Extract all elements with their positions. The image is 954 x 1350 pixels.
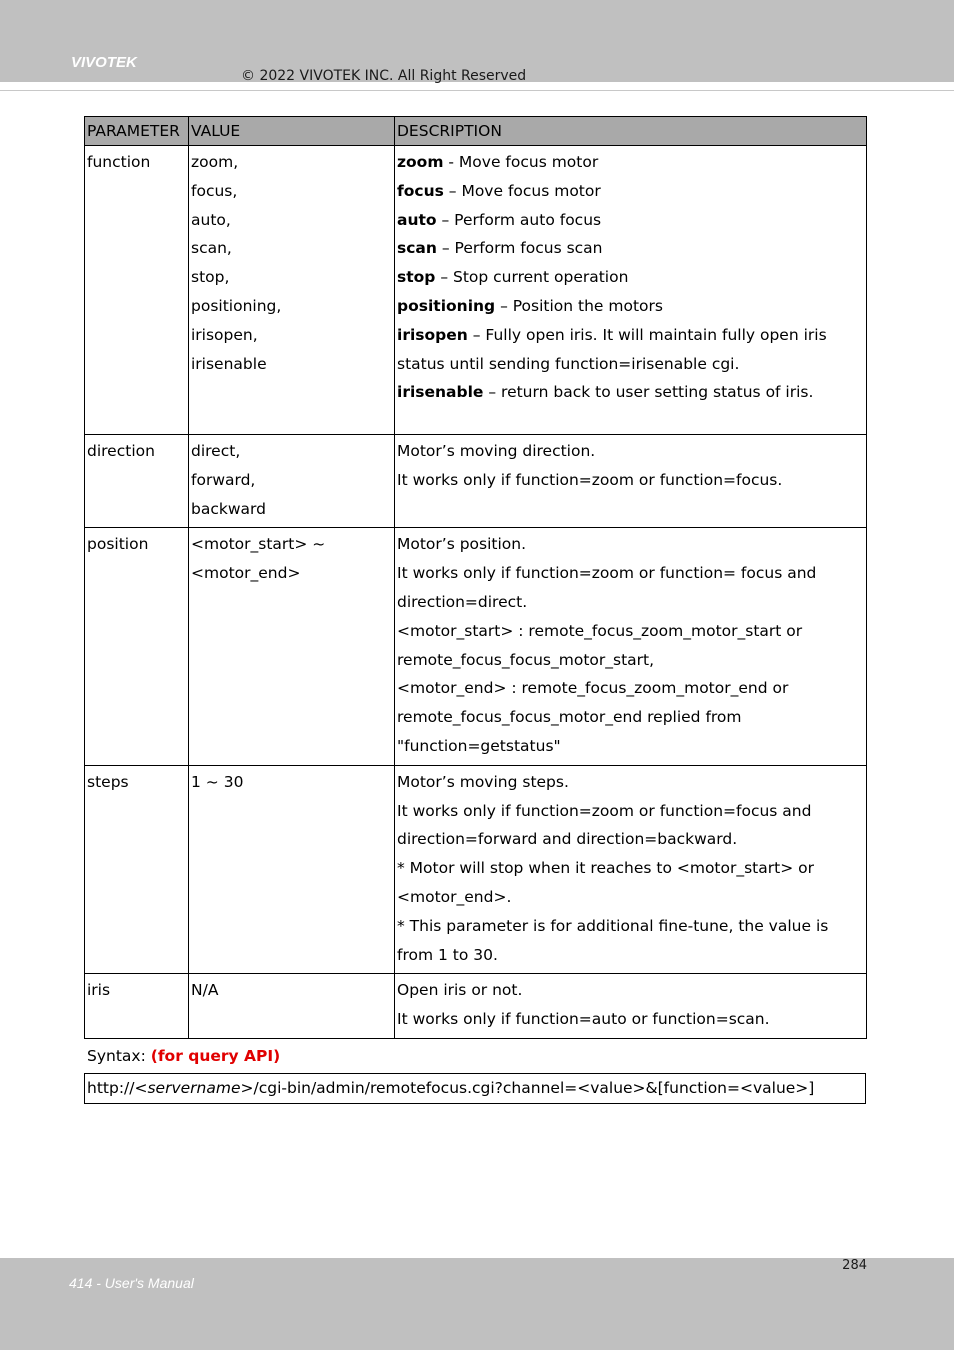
syntax-label: Syntax: xyxy=(87,1047,151,1065)
column-header-description: DESCRIPTION xyxy=(395,117,867,146)
function-description: – return back to user setting status of iris. xyxy=(483,383,814,402)
description-line: Motor’s position. xyxy=(397,535,527,554)
table-header-row xyxy=(85,117,867,146)
url-prefix: http://< xyxy=(87,1079,148,1097)
description-line: Motor’s moving steps. xyxy=(397,772,569,791)
function-description: – Move focus motor xyxy=(443,181,601,200)
value-item: irisenable xyxy=(191,354,267,373)
description-line: <motor_end> : remote_focus_zoom_motor_end or remote_focus_focus_motor_end replied from "function=getstatus" xyxy=(397,679,789,755)
description-line: It works only if function=auto or function=scan. xyxy=(397,1010,770,1029)
parameter-cell: iris xyxy=(85,974,189,1039)
syntax-highlight: (for query API) xyxy=(150,1047,281,1065)
description-line xyxy=(397,292,864,321)
value-item: backward xyxy=(191,499,266,518)
function-description: - Move focus motor xyxy=(443,153,599,171)
value-item: <motor_start> ~ xyxy=(191,535,326,554)
url-suffix: >/cgi-bin/admin/remotefocus.cgi?channel=<value>&[function=<value>] xyxy=(240,1079,815,1097)
description-line xyxy=(397,378,864,407)
description-line: <motor_start> : remote_focus_zoom_motor_start or remote_focus_focus_motor_start, xyxy=(397,621,803,669)
description-line: It works only if function=zoom or function= focus and direction=direct. xyxy=(397,564,817,611)
value-cell xyxy=(189,146,395,435)
function-description: – Perform focus scan xyxy=(436,239,603,258)
syntax-url-box xyxy=(84,1073,866,1104)
description-line xyxy=(397,234,864,263)
function-name: scan xyxy=(397,239,437,258)
syntax-heading xyxy=(87,1047,280,1065)
value-item: N/A xyxy=(191,981,219,1000)
value-item: irisopen, xyxy=(191,325,258,344)
description-cell xyxy=(395,974,867,1039)
value-item: scan, xyxy=(191,239,232,258)
page-footer-band xyxy=(0,1258,954,1350)
description-line: It works only if function=zoom or function=focus. xyxy=(397,470,783,489)
function-description: – Stop current operation xyxy=(435,268,629,287)
function-name: positioning xyxy=(397,296,496,315)
value-item: <motor_end> xyxy=(191,564,301,583)
url-servername: servername xyxy=(147,1079,241,1097)
description-line: It works only if function=zoom or function=focus and direction=forward and direction=backward. xyxy=(397,801,812,849)
parameter-cell: function xyxy=(85,146,189,435)
description-line xyxy=(397,321,864,379)
value-item: focus, xyxy=(191,181,238,200)
description-line xyxy=(397,206,864,235)
description-line: Motor’s moving direction. xyxy=(397,442,596,460)
function-description: – Position the motors xyxy=(495,296,663,315)
copyright-notice: © 2022 VIVOTEK INC. All Right Reserved xyxy=(241,68,527,84)
page-number: 284 xyxy=(842,1258,867,1273)
description-cell xyxy=(395,146,867,435)
description-line: * This parameter is for additional fine-tune, the value is from 1 to 30. xyxy=(397,916,829,964)
function-name: auto xyxy=(397,210,437,229)
value-item: forward, xyxy=(191,470,256,489)
description-line xyxy=(397,148,864,177)
function-name: stop xyxy=(397,268,436,287)
description-line xyxy=(397,177,864,206)
description-cell xyxy=(395,765,867,974)
description-line: Open iris or not. xyxy=(397,981,523,1000)
description-line xyxy=(397,263,864,292)
function-description: – Perform auto focus xyxy=(436,210,602,229)
manual-page-label: 414 - User's Manual xyxy=(69,1275,194,1291)
value-cell xyxy=(189,765,395,974)
value-cell xyxy=(189,435,395,528)
brand-logo-text: VIVOTEK xyxy=(71,54,137,71)
value-item: 1 ~ 30 xyxy=(191,772,244,791)
column-header-value: VALUE xyxy=(189,117,395,146)
function-name: irisenable xyxy=(397,383,484,402)
table-row xyxy=(85,765,867,974)
value-item: auto, xyxy=(191,210,231,229)
description-cell xyxy=(395,528,867,765)
table-row xyxy=(85,435,867,528)
description-line: * Motor will stop when it reaches to <motor_start> or <motor_end>. xyxy=(397,859,814,906)
function-name: irisopen xyxy=(397,325,468,344)
value-item: zoom, xyxy=(191,153,239,171)
parameter-table xyxy=(84,116,867,1039)
parameter-cell: direction xyxy=(85,435,189,528)
function-name: zoom xyxy=(397,153,444,171)
value-item: positioning, xyxy=(191,296,282,315)
parameter-cell: steps xyxy=(85,765,189,974)
function-description: – Fully open iris. It will maintain fully open iris status until sending function=irisenable cgi. xyxy=(397,325,827,373)
table-row xyxy=(85,146,867,435)
table-row xyxy=(85,528,867,765)
value-item: stop, xyxy=(191,268,230,287)
value-cell xyxy=(189,974,395,1039)
header-divider xyxy=(0,90,954,91)
value-cell xyxy=(189,528,395,765)
function-name: focus xyxy=(397,181,444,200)
value-item: direct, xyxy=(191,442,241,460)
column-header-parameter: PARAMETER xyxy=(85,117,189,146)
parameter-cell: position xyxy=(85,528,189,765)
description-cell xyxy=(395,435,867,528)
table-row xyxy=(85,974,867,1039)
